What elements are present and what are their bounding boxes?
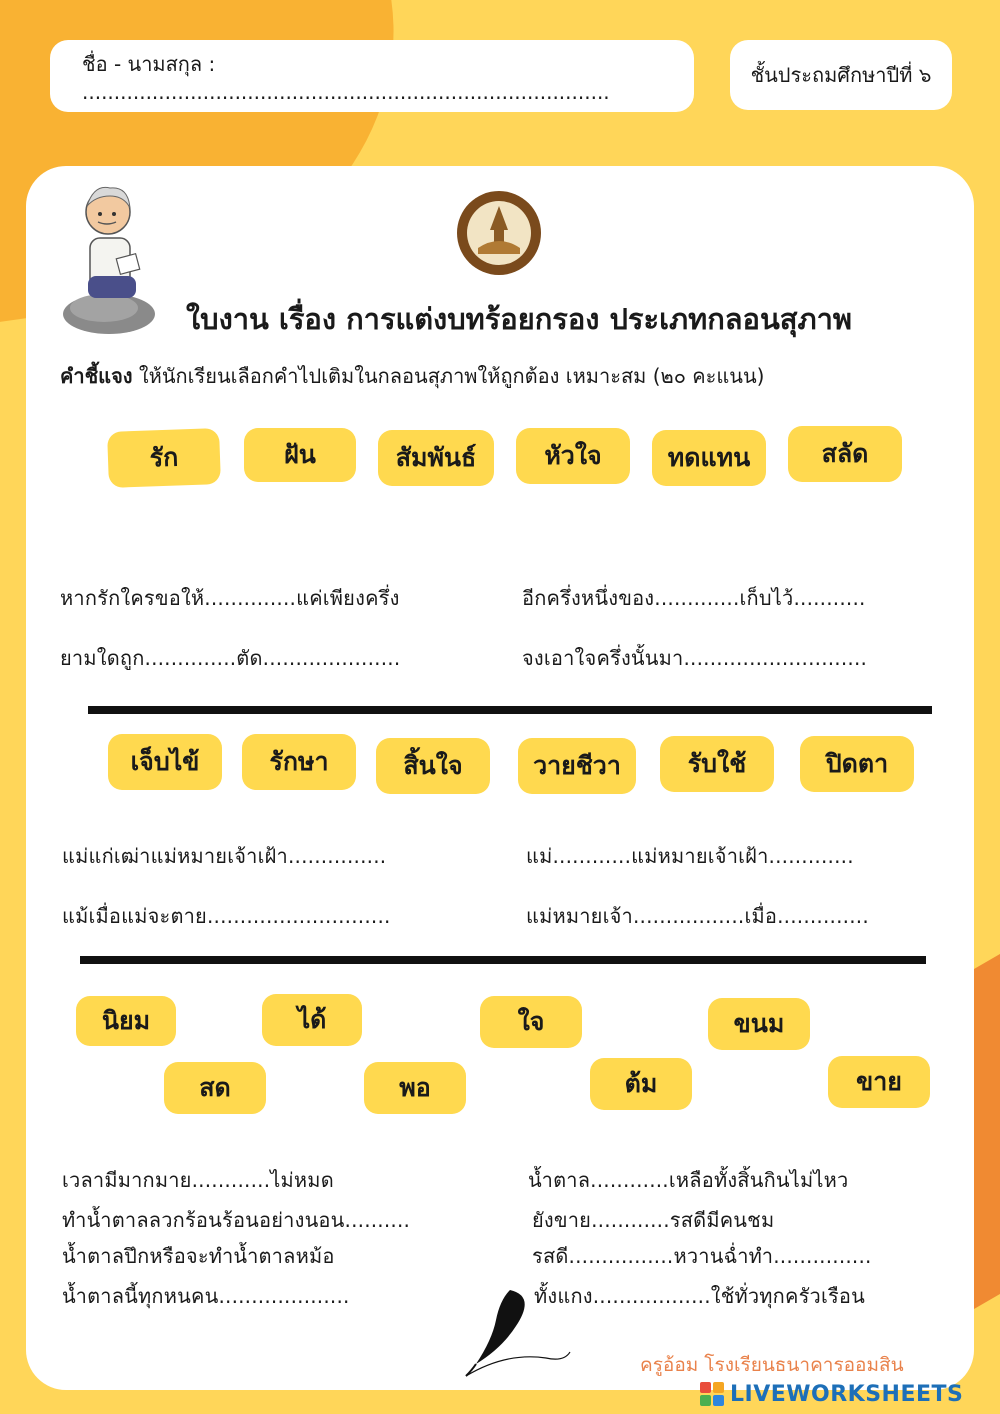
section-divider (80, 956, 926, 964)
word-chip[interactable]: รัก (107, 428, 221, 488)
word-chip[interactable]: ได้ (262, 994, 362, 1046)
poem-line: รสดี................หวานฉ่ำทำ............... (532, 1244, 872, 1268)
liveworksheets-brand (700, 1378, 963, 1410)
word-chip[interactable]: ปิดตา (800, 736, 914, 792)
instruction-text: ให้นักเรียนเลือกคำไปเติมในกลอนสุภาพให้ถูกต้อง เหมาะสม (๒๐ คะแนน) (132, 364, 765, 388)
word-chip[interactable]: ต้ม (590, 1058, 692, 1110)
page-title: ใบงาน เรื่อง การแต่งบทร้อยกรอง ประเภทกลอนสุภาพ (186, 302, 853, 336)
word-chip[interactable]: รักษา (242, 734, 356, 790)
word-chip[interactable]: วายชีวา (518, 738, 636, 794)
poem-line: ทั้งแกง..................ใช้ทั่วทุกครัวเรือน (534, 1284, 866, 1308)
word-chip[interactable]: สิ้นใจ (376, 738, 490, 794)
brand-text: LIVEWORKSHEETS (730, 1381, 964, 1407)
school-logo (456, 190, 542, 276)
instruction-label: คำชี้แจง (60, 364, 133, 388)
grade-box (730, 40, 952, 110)
feather-quill-icon (446, 1286, 576, 1382)
word-chip[interactable]: สด (164, 1062, 266, 1114)
word-chip[interactable]: หัวใจ (516, 428, 630, 484)
poem-line: จงเอาใจครึ่งนั้นมา............................ (522, 646, 868, 670)
poem-line: ทำน้ำตาลลวกร้อนร้อนอย่างนอน.......... (62, 1208, 411, 1232)
word-chip[interactable]: ขาย (828, 1056, 930, 1108)
poem-line: แม้เมื่อแม่จะตาย............................ (62, 904, 391, 928)
word-chip[interactable]: นิยม (76, 996, 176, 1046)
liveworksheets-logo-icon (700, 1382, 724, 1406)
poem-line: ยังขาย............รสดีมีคนชม (532, 1208, 775, 1232)
poem-line: แม่แก่เฒ่าแม่หมายเจ้าเฝ้า............... (62, 844, 387, 868)
word-chip[interactable]: พอ (364, 1062, 466, 1114)
word-chip[interactable]: เจ็บไข้ (108, 734, 222, 790)
poem-line: แม่หมายเจ้า.................เมื่อ.............. (526, 904, 869, 928)
poem-line: น้ำตาลปึกหรือจะทำน้ำตาลหม้อ (62, 1244, 335, 1268)
word-chip[interactable]: ทดแทน (652, 430, 766, 486)
poem-line: หากรักใครขอให้..............แค่เพียงครึ่ง (60, 586, 400, 610)
poem-line: เวลามีมากมาย............ไม่หมด (62, 1168, 334, 1192)
word-chip[interactable]: รับใช้ (660, 736, 774, 792)
word-chip[interactable]: สลัด (788, 426, 902, 482)
poem-line: น้ำตาลนี้ทุกหนคน.................... (62, 1284, 350, 1308)
word-chip[interactable]: ใจ (480, 996, 582, 1048)
section-divider (88, 706, 932, 714)
name-field-label: ชื่อ - นามสกุล : ................................................................................... (82, 52, 610, 104)
word-chip[interactable]: สัมพันธ์ (378, 430, 494, 486)
teacher-credit: ครูอ้อม โรงเรียนธนาคารออมสิน (640, 1354, 904, 1376)
word-chip[interactable]: ฝัน (244, 428, 356, 482)
name-field[interactable] (50, 40, 694, 112)
instructions (60, 360, 960, 392)
poem-line: แม่............แม่หมายเจ้าเฝ้า............. (526, 844, 854, 868)
poem-line: น้ำตาล............เหลือทั้งสิ้นกินไม่ไหว (528, 1168, 849, 1192)
poem-line: ยามใดถูก..............ตัด..................... (60, 646, 401, 670)
grade-label: ชั้นประถมศึกษาปีที่ ๖ (750, 63, 932, 87)
word-chip[interactable]: ขนม (708, 998, 810, 1050)
grandpa-writing-illustration (54, 176, 164, 336)
poem-line: อีกครึ่งหนึ่งของ.............เก็บไว้........... (522, 586, 866, 610)
